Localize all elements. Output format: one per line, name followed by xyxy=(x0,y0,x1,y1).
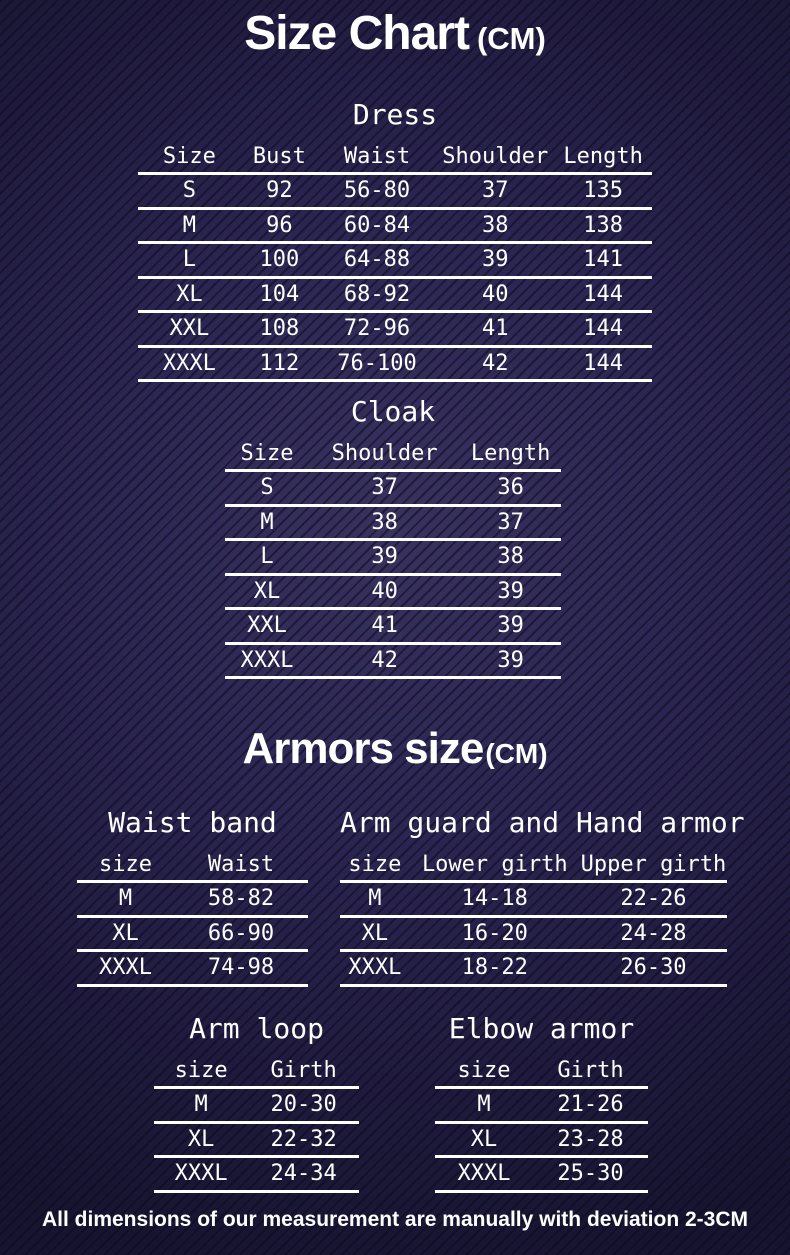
table-cell: 141 xyxy=(583,247,624,272)
table-cell: 20-30 xyxy=(270,1092,337,1117)
table-row xyxy=(154,1158,359,1193)
table-cell: 92 xyxy=(266,178,293,203)
table-cell: 144 xyxy=(583,281,624,307)
table-cell: 37 xyxy=(481,178,509,203)
table-cell: XL xyxy=(112,920,139,946)
table-cell: 38 xyxy=(497,544,524,569)
table-row xyxy=(138,279,652,314)
table-cell: M xyxy=(260,509,274,535)
table-cell: L xyxy=(182,247,197,272)
table-header-cell: Girth xyxy=(270,1058,337,1083)
table-cell: XXXL xyxy=(457,1161,511,1186)
table-cell: 108 xyxy=(259,316,300,341)
table-header-cell: size xyxy=(348,852,402,877)
arm-guard-table-title: Arm guard and Hand armor xyxy=(340,806,745,839)
table-cell: XXL xyxy=(247,613,287,638)
table-cell: 25-30 xyxy=(557,1161,624,1186)
table-row xyxy=(138,313,652,348)
table-cell: 68-92 xyxy=(343,281,411,307)
table-cell: 26-30 xyxy=(620,955,687,980)
table-cell: M xyxy=(368,886,382,911)
table-cell: 66-90 xyxy=(207,920,275,946)
table-header-cell: Lower girth xyxy=(421,852,568,877)
waist-band-table xyxy=(77,850,308,987)
table-cell: 24-28 xyxy=(620,920,687,946)
table-cell: XL xyxy=(176,281,203,307)
table-cell: 96 xyxy=(266,212,293,238)
table-cell: 40 xyxy=(481,281,509,307)
table-cell: 39 xyxy=(497,613,524,638)
dress-table xyxy=(138,142,652,382)
table-cell: S xyxy=(260,475,274,500)
table-header-cell: Girth xyxy=(557,1058,624,1083)
table-cell: 39 xyxy=(497,647,524,673)
table-cell: M xyxy=(182,212,197,238)
table-row xyxy=(77,883,308,918)
table-cell: 40 xyxy=(371,578,398,604)
table-row xyxy=(435,1158,648,1193)
table-cell: 144 xyxy=(583,350,624,376)
dress-section xyxy=(138,98,652,382)
arm-loop-table-title: Arm loop xyxy=(189,1012,324,1045)
table-row xyxy=(340,883,727,918)
table-cell: 22-26 xyxy=(620,886,687,911)
table-cell: L xyxy=(260,544,274,569)
table-header-cell: size xyxy=(99,852,152,877)
table-header-cell: Shoulder xyxy=(331,441,438,466)
table-cell: 38 xyxy=(481,212,509,238)
table-header-row xyxy=(154,1056,359,1089)
table-cell: 39 xyxy=(497,578,524,604)
page-title-text: Size Chart xyxy=(244,7,469,60)
table-cell: 39 xyxy=(481,247,509,272)
table-cell: 22-32 xyxy=(270,1126,337,1152)
table-row xyxy=(225,507,561,542)
table-cell: XL xyxy=(253,578,281,604)
table-header-cell: Size xyxy=(240,441,294,466)
page-title-unit: (CM) xyxy=(476,21,546,56)
table-cell: 18-22 xyxy=(461,955,528,980)
table-header-cell: Upper girth xyxy=(580,852,727,877)
arm-loop-table xyxy=(154,1056,359,1193)
table-row xyxy=(340,952,727,987)
table-cell: XL xyxy=(187,1126,215,1152)
table-cell: 138 xyxy=(583,212,624,238)
elbow-armor-table-title: Elbow armor xyxy=(448,1012,635,1045)
table-header-cell: Waist xyxy=(343,144,411,169)
table-header-cell: Length xyxy=(563,144,643,169)
table-header-cell: Shoulder xyxy=(442,144,549,169)
table-cell: 39 xyxy=(371,544,398,569)
elbow-armor-section xyxy=(435,1012,648,1193)
table-cell: 56-80 xyxy=(343,178,411,203)
table-row xyxy=(435,1089,648,1124)
table-header-cell: size xyxy=(174,1058,228,1083)
page-title xyxy=(0,6,790,61)
table-cell: 42 xyxy=(371,647,398,673)
arm-loop-section xyxy=(154,1012,359,1193)
table-cell: 60-84 xyxy=(343,212,411,238)
table-row xyxy=(225,541,561,576)
table-cell: 41 xyxy=(481,316,509,341)
table-cell: M xyxy=(118,886,133,911)
table-cell: XXXL xyxy=(348,955,402,980)
table-row xyxy=(77,952,308,987)
table-cell: 135 xyxy=(583,178,624,203)
table-cell: XXXL xyxy=(240,647,294,673)
table-cell: 144 xyxy=(583,316,624,341)
table-header-cell: Size xyxy=(162,144,216,169)
table-cell: 21-26 xyxy=(557,1092,624,1117)
table-header-row xyxy=(138,142,652,175)
table-header-row xyxy=(77,850,308,883)
table-row xyxy=(340,918,727,953)
cloak-table xyxy=(225,439,561,679)
table-cell: XXXL xyxy=(99,955,152,980)
table-header-cell: size xyxy=(457,1058,511,1083)
arm-guard-table xyxy=(340,850,727,987)
table-cell: 100 xyxy=(259,247,300,272)
table-header-cell: Waist xyxy=(207,852,275,877)
table-row xyxy=(225,610,561,645)
arm-guard-section xyxy=(340,806,745,987)
table-cell: 37 xyxy=(497,509,524,535)
table-row xyxy=(154,1124,359,1159)
table-cell: XXXL xyxy=(174,1161,228,1186)
table-cell: 23-28 xyxy=(557,1126,624,1152)
table-row xyxy=(154,1089,359,1124)
table-cell: M xyxy=(477,1092,491,1117)
cloak-table-title: Cloak xyxy=(350,395,436,428)
table-row xyxy=(225,645,561,680)
table-cell: 76-100 xyxy=(337,350,417,376)
table-cell: 37 xyxy=(371,475,398,500)
table-cell: M xyxy=(194,1092,208,1117)
table-cell: 38 xyxy=(371,509,398,535)
table-row xyxy=(225,576,561,611)
armors-size-title-text: Armors size xyxy=(242,724,484,773)
table-cell: 24-34 xyxy=(270,1161,337,1186)
elbow-armor-table xyxy=(435,1056,648,1193)
table-cell: 42 xyxy=(481,350,509,376)
table-row xyxy=(225,472,561,507)
table-row xyxy=(435,1124,648,1159)
table-cell: XXXL xyxy=(162,350,216,376)
table-cell: XXL xyxy=(169,316,210,341)
table-row xyxy=(138,244,652,279)
table-cell: 41 xyxy=(371,613,398,638)
table-cell: 58-82 xyxy=(207,886,275,911)
table-header-row xyxy=(225,439,561,472)
table-header-cell: Length xyxy=(470,441,551,466)
table-cell: S xyxy=(182,178,197,203)
cloak-section xyxy=(225,395,561,679)
table-cell: 112 xyxy=(259,350,300,376)
table-cell: 14-18 xyxy=(461,886,528,911)
table-cell: XL xyxy=(470,1126,498,1152)
table-header-row xyxy=(435,1056,648,1089)
table-cell: 16-20 xyxy=(461,920,528,946)
table-cell: 104 xyxy=(259,281,300,307)
table-cell: 64-88 xyxy=(343,247,411,272)
armors-size-title-unit: (CM) xyxy=(485,738,548,769)
table-header-cell: Bust xyxy=(252,144,306,169)
table-cell: 72-96 xyxy=(343,316,411,341)
table-row xyxy=(138,210,652,245)
table-header-row xyxy=(340,850,727,883)
measurement-deviation-note: All dimensions of our measurement are manually with deviation 2-3CM xyxy=(42,1208,748,1231)
waist-band-section xyxy=(77,806,308,987)
table-cell: XL xyxy=(361,920,389,946)
waist-band-table-title: Waist band xyxy=(108,806,277,839)
table-row xyxy=(138,175,652,210)
armors-size-title xyxy=(0,724,790,774)
dress-table-title: Dress xyxy=(352,98,438,131)
table-cell: 74-98 xyxy=(207,955,275,980)
table-row xyxy=(138,348,652,383)
table-row xyxy=(77,918,308,953)
table-cell: 36 xyxy=(497,475,524,500)
